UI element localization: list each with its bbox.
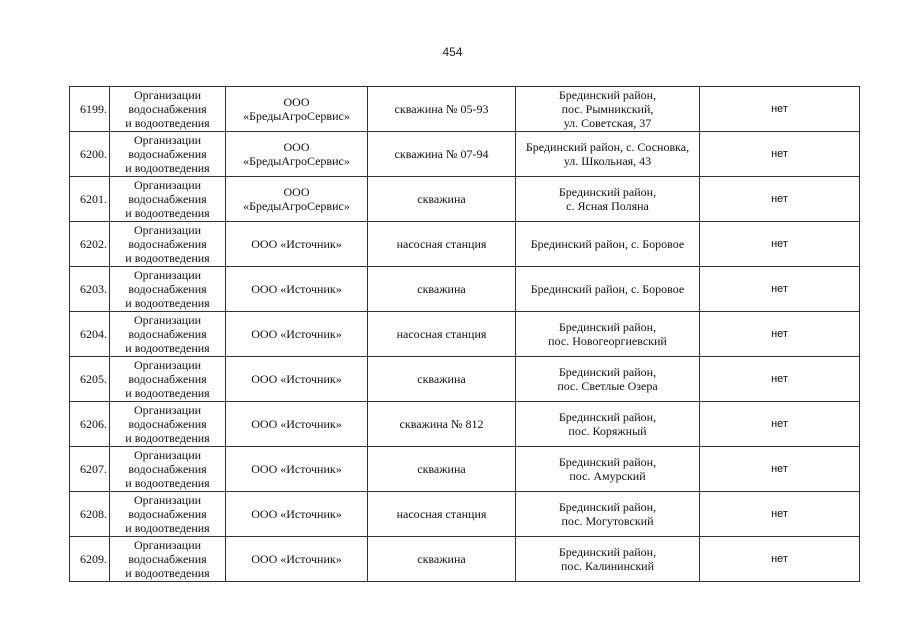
table-body [70, 87, 860, 582]
row-number: 6206. [70, 402, 110, 447]
location-cell: Брединский район, пос. Амурский [516, 447, 700, 492]
location-cell: Брединский район, пос. Калининский [516, 537, 700, 582]
object-cell: насосная станция [368, 492, 516, 537]
location-cell: Брединский район, с. Сосновка, ул. Школьная, 43 [516, 132, 700, 177]
organization-cell: ООО «Источник» [226, 222, 368, 267]
table-row [70, 537, 860, 582]
row-number: 6205. [70, 357, 110, 402]
category-cell: Организации водоснабжения и водоотведения [110, 312, 226, 357]
location-cell: Брединский район, пос. Рымникский, ул. Советская, 37 [516, 87, 700, 132]
object-cell: скважина [368, 357, 516, 402]
organization-cell: ООО «Источник» [226, 492, 368, 537]
status-cell: нет [700, 447, 860, 492]
location-cell: Брединский район, пос. Новогеоргиевский [516, 312, 700, 357]
organization-cell: ООО «Источник» [226, 357, 368, 402]
table-row [70, 492, 860, 537]
status-cell: нет [700, 312, 860, 357]
category-cell: Организации водоснабжения и водоотведения [110, 492, 226, 537]
row-number: 6204. [70, 312, 110, 357]
status-cell: нет [700, 132, 860, 177]
status-cell: нет [700, 357, 860, 402]
status-cell: нет [700, 87, 860, 132]
object-cell: насосная станция [368, 222, 516, 267]
table-row [70, 177, 860, 222]
table-row [70, 447, 860, 492]
status-cell: нет [700, 492, 860, 537]
object-cell: скважина [368, 537, 516, 582]
status-cell: нет [700, 177, 860, 222]
category-cell: Организации водоснабжения и водоотведения [110, 447, 226, 492]
category-cell: Организации водоснабжения и водоотведения [110, 177, 226, 222]
category-cell: Организации водоснабжения и водоотведения [110, 222, 226, 267]
row-number: 6207. [70, 447, 110, 492]
organization-cell: ООО «Источник» [226, 312, 368, 357]
status-cell: нет [700, 222, 860, 267]
table-row [70, 402, 860, 447]
category-cell: Организации водоснабжения и водоотведения [110, 537, 226, 582]
location-cell: Брединский район, пос. Могутовский [516, 492, 700, 537]
table-row [70, 132, 860, 177]
category-cell: Организации водоснабжения и водоотведения [110, 87, 226, 132]
status-cell: нет [700, 267, 860, 312]
location-cell: Брединский район, пос. Коряжный [516, 402, 700, 447]
row-number: 6200. [70, 132, 110, 177]
row-number: 6199. [70, 87, 110, 132]
object-cell: скважина [368, 447, 516, 492]
table-row [70, 312, 860, 357]
status-cell: нет [700, 402, 860, 447]
location-cell: Брединский район, пос. Светлые Озера [516, 357, 700, 402]
table-row [70, 267, 860, 312]
category-cell: Организации водоснабжения и водоотведения [110, 357, 226, 402]
organization-cell: ООО «Источник» [226, 447, 368, 492]
row-number: 6208. [70, 492, 110, 537]
organization-cell: ООО «Источник» [226, 402, 368, 447]
organization-cell: ООО «Источник» [226, 537, 368, 582]
object-cell: скважина № 07-94 [368, 132, 516, 177]
registry-table [69, 86, 860, 582]
category-cell: Организации водоснабжения и водоотведения [110, 267, 226, 312]
object-cell: скважина № 812 [368, 402, 516, 447]
object-cell: скважина [368, 177, 516, 222]
row-number: 6202. [70, 222, 110, 267]
category-cell: Организации водоснабжения и водоотведения [110, 132, 226, 177]
status-cell: нет [700, 537, 860, 582]
location-cell: Брединский район, с. Боровое [516, 222, 700, 267]
object-cell: скважина № 05-93 [368, 87, 516, 132]
object-cell: насосная станция [368, 312, 516, 357]
row-number: 6209. [70, 537, 110, 582]
object-cell: скважина [368, 267, 516, 312]
organization-cell: ООО «БредыАгроСервис» [226, 177, 368, 222]
row-number: 6203. [70, 267, 110, 312]
category-cell: Организации водоснабжения и водоотведения [110, 402, 226, 447]
table-row [70, 87, 860, 132]
location-cell: Брединский район, с. Боровое [516, 267, 700, 312]
table-row [70, 222, 860, 267]
organization-cell: ООО «БредыАгроСервис» [226, 132, 368, 177]
table-row [70, 357, 860, 402]
row-number: 6201. [70, 177, 110, 222]
page-number: 454 [442, 45, 463, 59]
organization-cell: ООО «БредыАгроСервис» [226, 87, 368, 132]
organization-cell: ООО «Источник» [226, 267, 368, 312]
location-cell: Брединский район, с. Ясная Поляна [516, 177, 700, 222]
